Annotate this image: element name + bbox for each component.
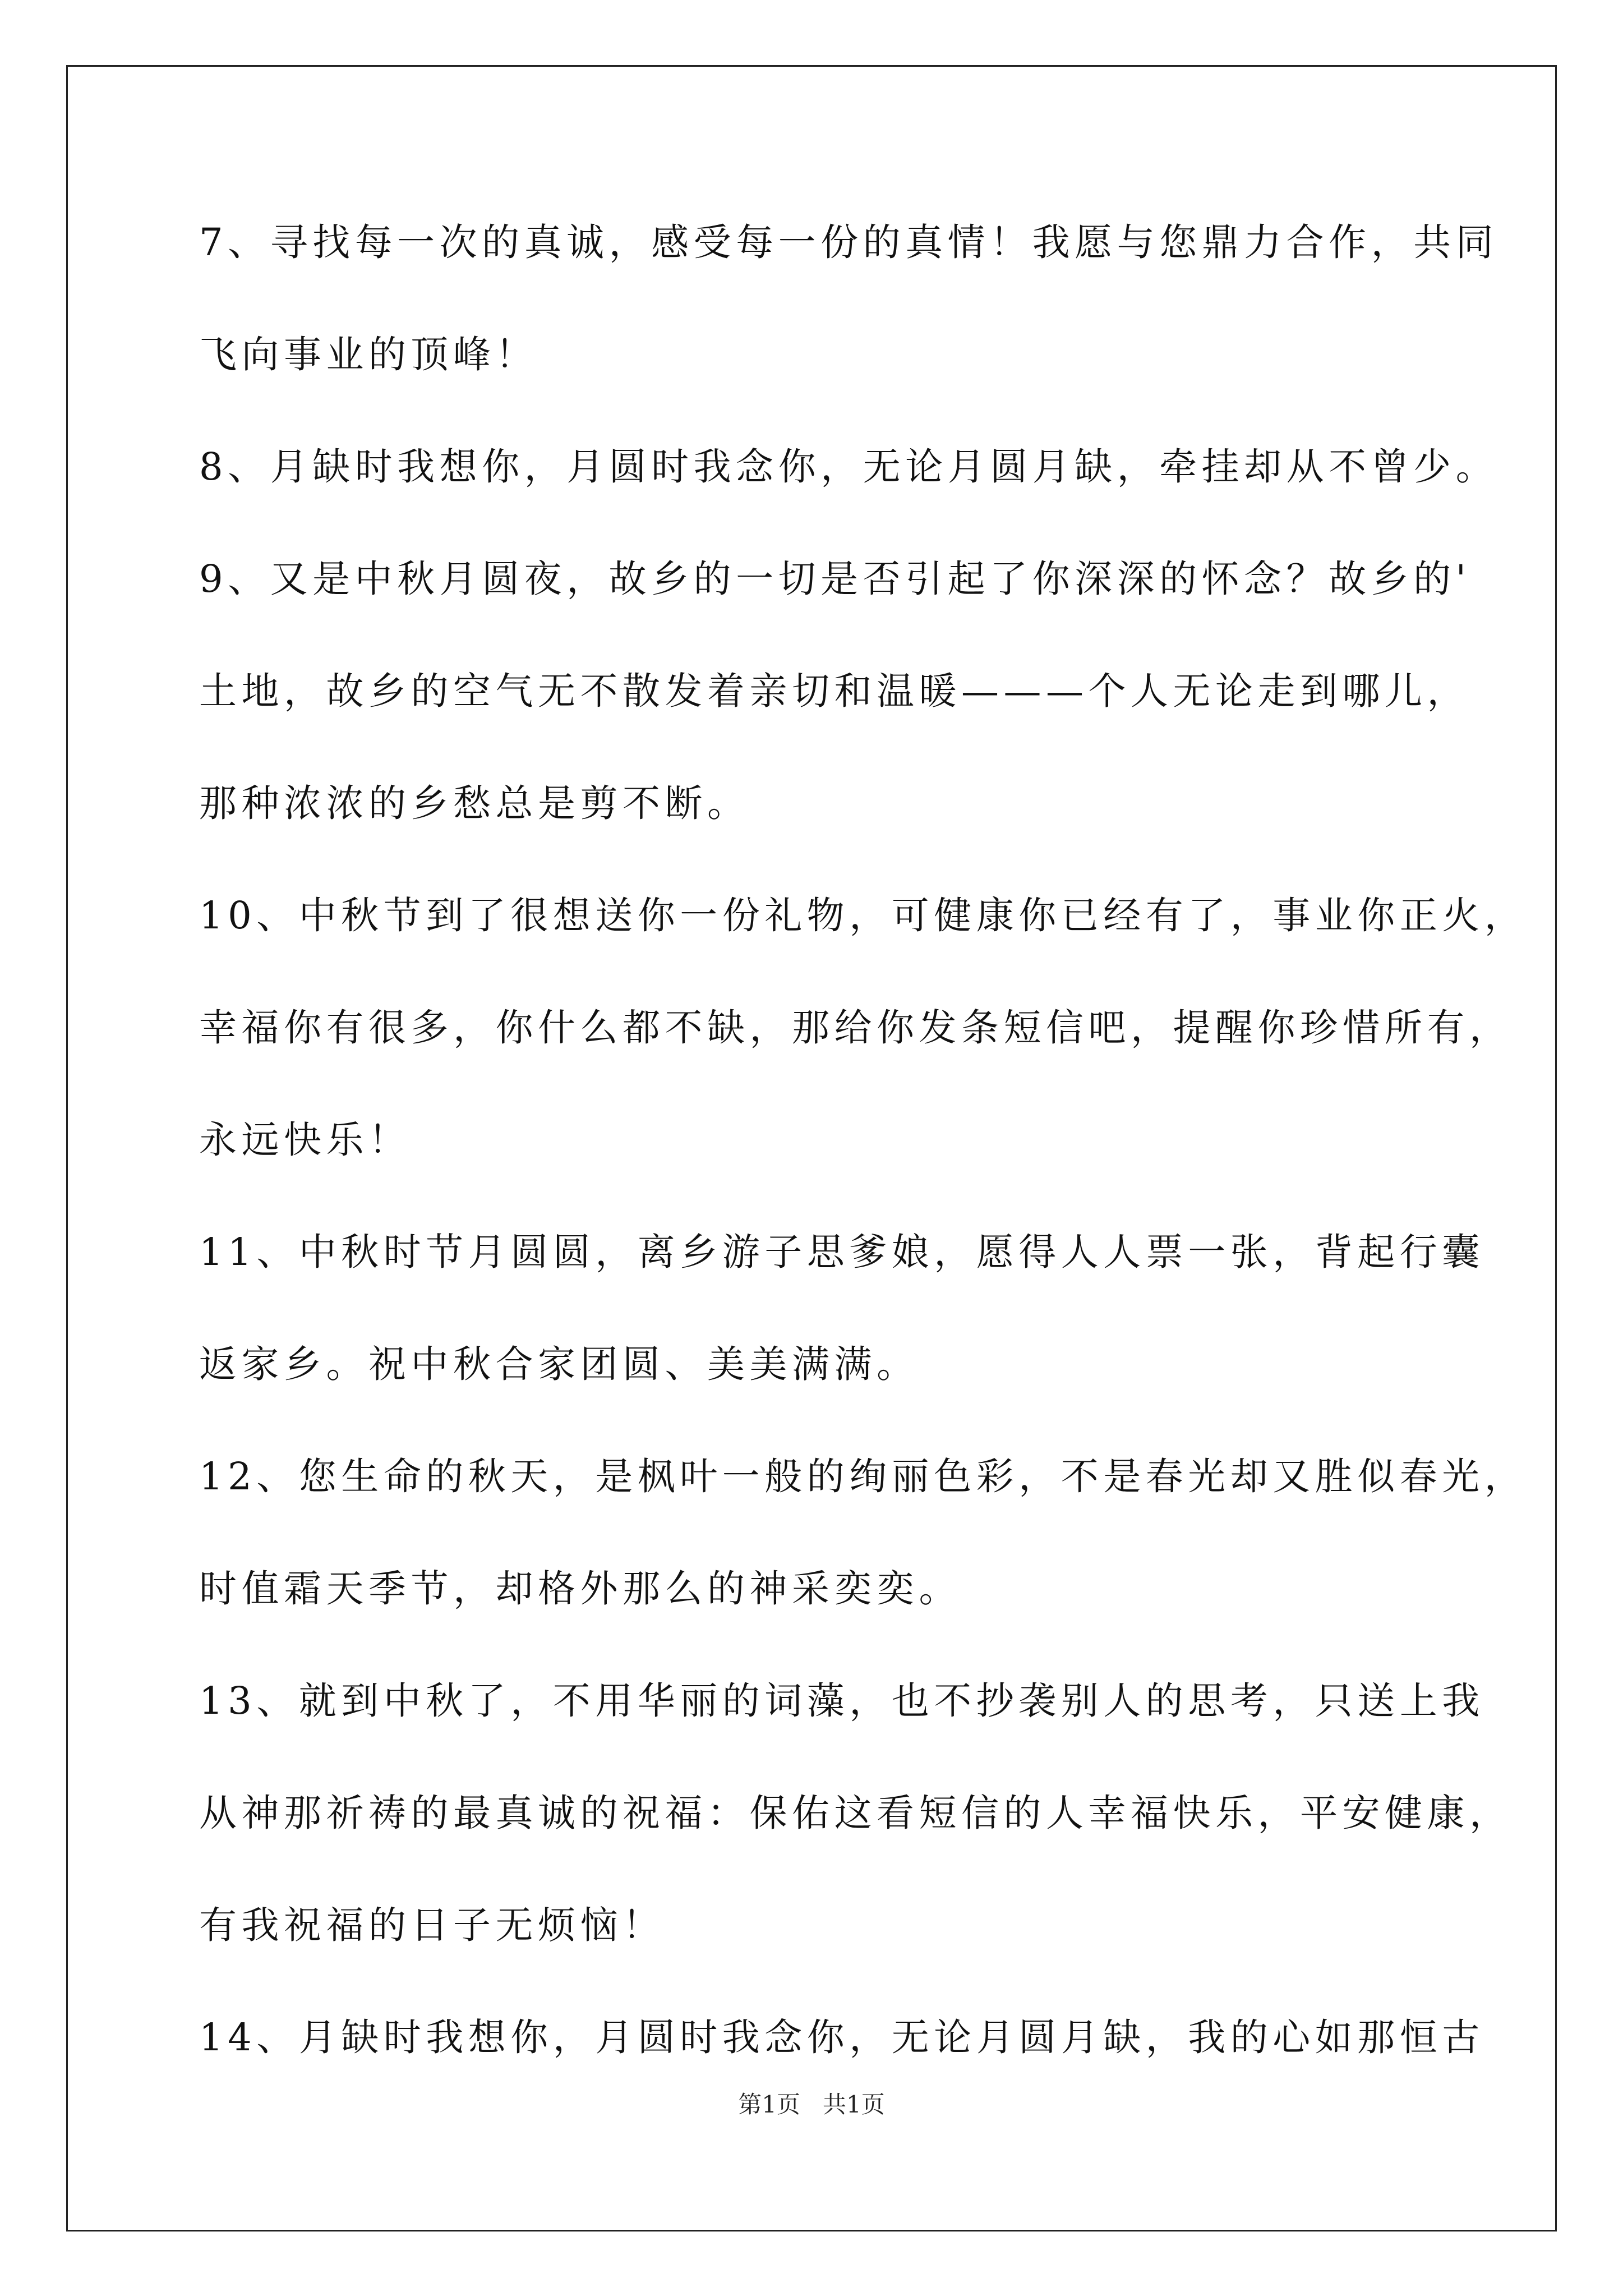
text-line-10: 11、中秋时节月圆圆，离乡游子思爹娘，愿得人人票一张，背起行囊 (199, 1230, 1484, 1274)
text-line-12: 12、您生命的秋天，是枫叶一般的绚丽色彩，不是春光却又胜似春光， (199, 1455, 1527, 1498)
text-line-4: 9、又是中秋月圆夜，故乡的一切是否引起了你深深的怀念？故乡的' (199, 557, 1471, 601)
text-line-9: 永远快乐！ (199, 1118, 411, 1162)
text-line-14: 13、就到中秋了，不用华丽的词藻，也不抄袭别人的思考，只送上我 (199, 1679, 1484, 1723)
document-body (199, 209, 1527, 2116)
text-line-13: 时值霜天季节，却格外那么的神采奕奕。 (199, 1567, 961, 1611)
text-line-5: 土地，故乡的空气无不散发着亲切和温暖———个人无论走到哪儿， (199, 669, 1469, 713)
text-line-8: 幸福你有很多，你什么都不缺，那给你发条短信吧，提醒你珍惜所有， (199, 1006, 1512, 1050)
text-line-7: 10、中秋节到了很想送你一份礼物，可健康你已经有了，事业你正火， (199, 894, 1527, 937)
text-line-3: 8、月缺时我想你，月圆时我念你，无论月圆月缺，牵挂却从不曾少。 (199, 445, 1498, 489)
text-line-15: 从神那祈祷的最真诚的祝福：保佑这看短信的人幸福快乐，平安健康， (199, 1791, 1512, 1835)
text-line-2: 飞向事业的顶峰！ (199, 333, 538, 376)
text-line-1: 7、寻找每一次的真诚，感受每一份的真情！我愿与您鼎力合作，共同 (199, 220, 1498, 264)
text-line-17: 14、月缺时我想你，月圆时我念你，无论月圆月缺，我的心如那恒古 (199, 2016, 1484, 2059)
text-line-16: 有我祝福的日子无烦恼！ (199, 1903, 665, 1947)
text-line-6: 那种浓浓的乡愁总是剪不断。 (199, 781, 750, 825)
text-line-11: 返家乡。祝中秋合家团圆、美美满满。 (199, 1342, 919, 1386)
page-footer: 第1页 共1页 (738, 2091, 885, 2118)
